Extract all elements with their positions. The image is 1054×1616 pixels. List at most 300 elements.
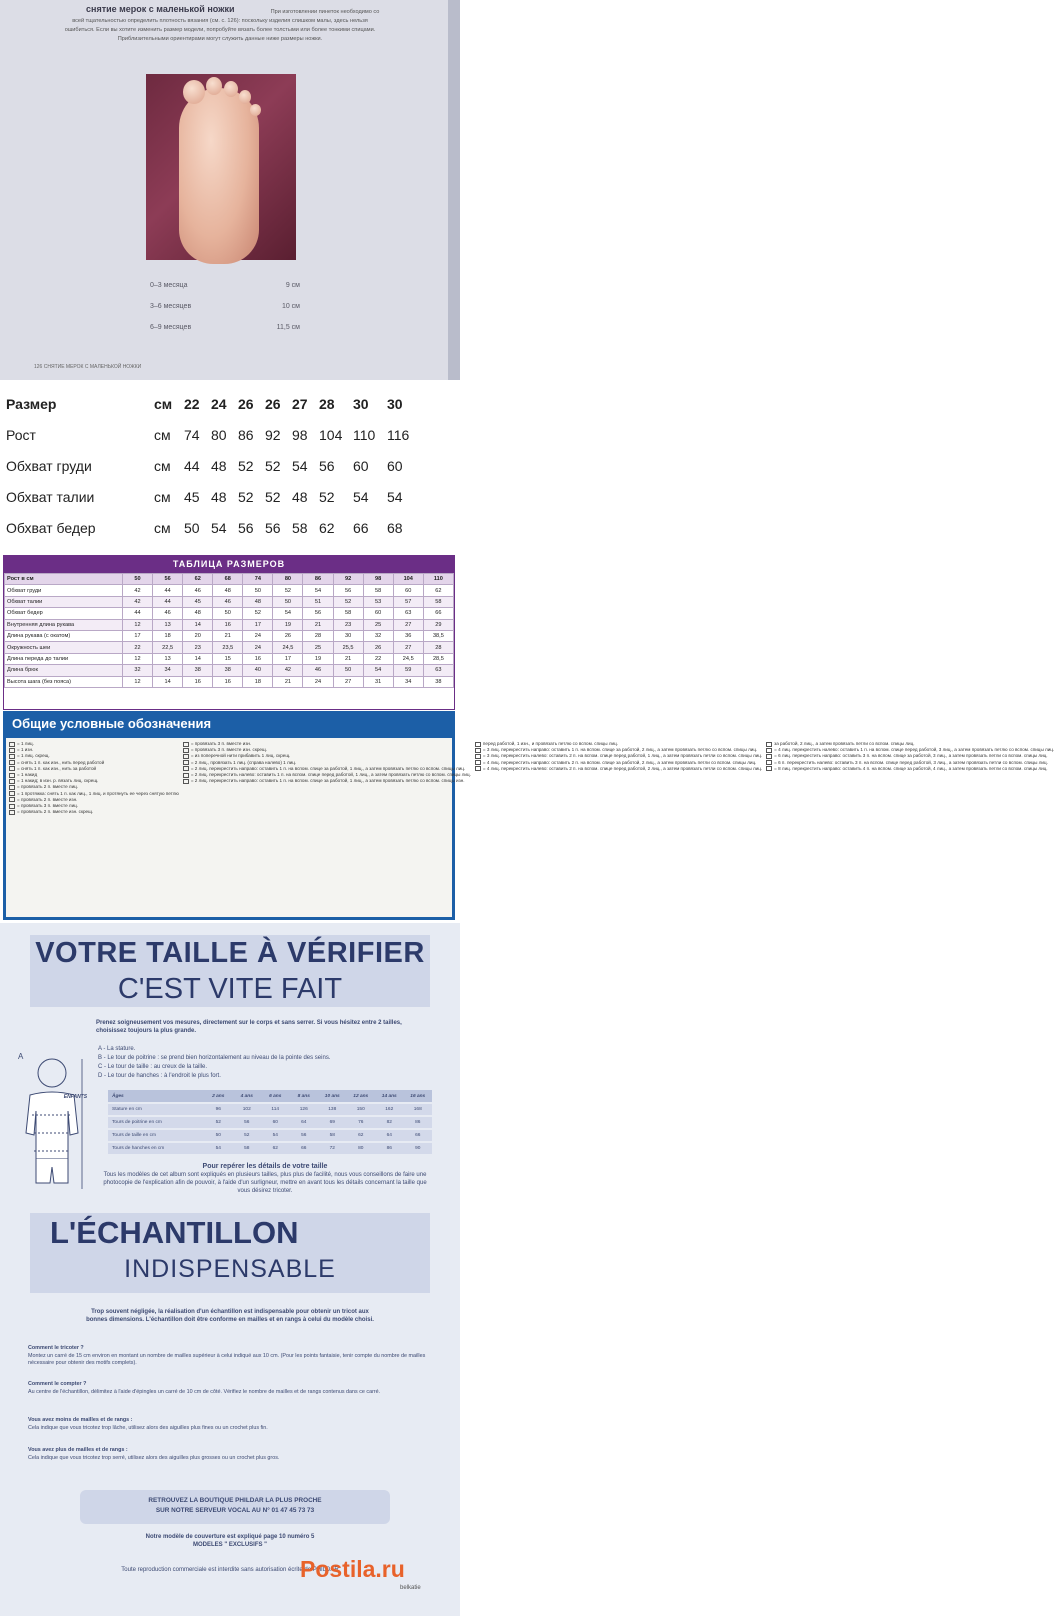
boutique-box [80, 1490, 390, 1524]
cell: 26 [363, 642, 393, 653]
toe [183, 80, 205, 104]
header-value: 30 [387, 395, 403, 412]
cell: 26 [273, 630, 303, 641]
foot-shape [179, 88, 259, 264]
table-row [5, 596, 454, 607]
cell: 50 [243, 585, 273, 596]
cell: 58 [423, 596, 453, 607]
legend-text: = провязать 3 п. вместе изн. скрещ. [190, 747, 267, 753]
question-block [28, 1447, 438, 1462]
cell: 20 [183, 630, 213, 641]
cell: 36 [393, 630, 423, 641]
legend-text: = 2 лиц., провязать 1 лиц. (справа налево) 1 лиц. [190, 759, 297, 765]
cell: 62 [423, 585, 453, 596]
row-label: Обхват груди [6, 457, 92, 474]
cell: 62 [347, 1129, 376, 1142]
stitch-symbol-icon [9, 785, 15, 790]
legend-text: = 4 лиц. перекрестить налево: оставить 2 п. на вспом. спице перед работой, 2 лиц., а затем провязать петли со вспом. спицы лиц. [482, 765, 763, 771]
legend-text: = 4 лиц. перекрестить направо: оставить 2 п. на вспом. спице за работой, 2 лиц., а затем провязать петли со вспом. спицы лиц. [482, 759, 757, 765]
cell: 14 ans [375, 1090, 404, 1103]
stitch-symbol-icon [9, 748, 15, 753]
legend-text: = снять 1 п. как изн., нить за работой [17, 765, 97, 771]
answer: Montez un carré de 15 cm environ en montant un nombre de mailles supérieur à celui indiqué aux 10 cm. (Pour les points fantaisie, tenir compte du nombre de mailles nécessaire pour obtenir des motifs complets). [28, 1352, 426, 1366]
cell: 66 [290, 1142, 319, 1155]
cell: 86 [375, 1142, 404, 1155]
question: Comment le tricoter ? [28, 1345, 84, 1351]
cell: 56 [333, 585, 363, 596]
cell: 6 ans [261, 1090, 290, 1103]
stitch-symbol-icon [183, 754, 189, 759]
cell: 12 ans [347, 1090, 376, 1103]
cell: 16 [183, 676, 213, 687]
french-table-header [108, 1090, 432, 1103]
question-block [28, 1381, 438, 1396]
legend-column [475, 741, 762, 914]
stitch-symbol-icon [9, 810, 15, 815]
cell: 56 [238, 519, 254, 536]
table-row [6, 481, 414, 512]
cell: 54 [273, 608, 303, 619]
child-figure [12, 1051, 92, 1201]
row-label: Рост [6, 426, 36, 443]
stitch-symbol-icon [9, 804, 15, 809]
cell: 110 [353, 426, 376, 443]
cell: 62 [261, 1142, 290, 1155]
cell: 17 [243, 619, 273, 630]
row-label: Длина рукава (с окатом) [5, 630, 123, 641]
cell: 92 [265, 426, 281, 443]
measure-legend [98, 1045, 418, 1081]
cell: 44 [123, 608, 153, 619]
cell: 58 [318, 1129, 347, 1142]
legend-text: = 1 изн. [17, 747, 34, 753]
legend-text: = 4 лиц. перекрестить налево: оставить 1 п. на вспом. спице перед работой, 3 лиц., а затем провязать петлю со вспом. спицы лиц. [774, 747, 1054, 753]
legend-text: = 6 п. перекрестить налево: оставить 3 п. на вспом. спице перед работой, 3 лиц., а затем провязать петли со вспом. спицы лиц. [774, 759, 1048, 765]
cell: 42 [273, 665, 303, 676]
cell: 57 [393, 596, 423, 607]
french-page [0, 923, 460, 1616]
row-unit: см [154, 519, 171, 536]
answer: Cela indique que vous tricotez trop serré, utilisez alors des aiguilles plus grosses ou un crochet plus gros. [28, 1454, 280, 1461]
cell: 21 [333, 653, 363, 664]
cell: 138 [318, 1103, 347, 1116]
cell: 38 [423, 676, 453, 687]
cell: 38 [183, 665, 213, 676]
cell: 27 [393, 642, 423, 653]
cell: 76 [347, 1116, 376, 1129]
table-row [5, 608, 454, 619]
cell: 24,5 [393, 653, 423, 664]
cell: 58 [292, 519, 308, 536]
cell: 60 [387, 457, 403, 474]
cell: 90 [404, 1142, 433, 1155]
cell: 45 [183, 596, 213, 607]
page-edge [448, 0, 460, 380]
toe [206, 77, 222, 95]
cell: 116 [387, 426, 410, 443]
cell: 54 [387, 488, 403, 505]
stitch-symbol-icon [9, 779, 15, 784]
table-row [5, 619, 454, 630]
cell: 22 [363, 653, 393, 664]
table-row [5, 630, 454, 641]
tip-text: Tous les modèles de cet album sont expliqués en plusieurs tailles, plus plus de facilité, nous vous conseillons de faire une photocopie de l'explication afin de pouvoir, à l'aide d'un surligneur, mettre en avant tous les détails concernant la taille que vous désirez tricoter. [103, 1172, 427, 1194]
foot-measurements [150, 282, 300, 345]
legend-entry [183, 778, 471, 784]
stitch-symbol-icon [475, 766, 481, 771]
cell: 58 [333, 608, 363, 619]
cell: 27 [333, 676, 363, 687]
table-row [5, 653, 454, 664]
tip-title: Pour repérer les détails de votre taille [202, 1163, 328, 1170]
cell: 38,5 [423, 630, 453, 641]
cell: 31 [363, 676, 393, 687]
age-label: 3–6 месяцев [150, 303, 192, 310]
cell: 68 [213, 574, 243, 585]
cell: 23 [183, 642, 213, 653]
legend-text: перед работой, 1 изн., и провязать петлю со вспом. спицы лиц. [482, 741, 618, 746]
cell: 8 ans [290, 1090, 319, 1103]
toe [239, 90, 251, 104]
cell: 114 [261, 1103, 290, 1116]
cell: 52 [319, 488, 335, 505]
legend-line: D - Le tour de hanches : à l'endroit le plus fort. [98, 1073, 221, 1079]
cell: 24,5 [273, 642, 303, 653]
cell: 4 ans [233, 1090, 262, 1103]
cell: 54 [204, 1142, 233, 1155]
cell: 52 [233, 1129, 262, 1142]
cell: 12 [123, 676, 153, 687]
stitch-symbol-icon [183, 742, 189, 747]
stitch-symbol-icon [475, 748, 481, 753]
cell: 64 [375, 1129, 404, 1142]
row-label: Stature en cm [108, 1103, 204, 1116]
cell: 28 [423, 642, 453, 653]
measurement-row [150, 303, 300, 324]
stitch-symbol-icon [475, 760, 481, 765]
table-row [6, 419, 414, 450]
legend-text: = 1 лиц. скрещ. [17, 753, 50, 759]
sample-lead: Trop souvent négligée, la réalisation d'un échantillon est indispensable pour obtenir un tricot aux bonnes dimensions. L'échantillon doit être conforme en mailles et en rangs à celui du modèle choisi. [86, 1309, 374, 1323]
cell: 162 [375, 1103, 404, 1116]
stitch-symbol-icon [475, 754, 481, 759]
size-table-2-grid [4, 573, 454, 688]
legend-text: = снять 1 п. как изн., нить перед работой [17, 759, 105, 765]
table-row [5, 642, 454, 653]
cell: 60 [393, 585, 423, 596]
stitch-symbol-icon [183, 779, 189, 784]
row-label: Обхват бедер [6, 519, 96, 536]
cell: 32 [363, 630, 393, 641]
cell: 66 [353, 519, 369, 536]
age-label: 6–9 месяцев [150, 324, 192, 331]
cell: 13 [153, 653, 183, 664]
header-unit: см [154, 395, 173, 412]
cell: 80 [347, 1142, 376, 1155]
cell: 42 [123, 596, 153, 607]
legend-text: = 3 лиц. перекрестить налево: оставить 2 п. на вспом. спице перед работой, 1 лиц., а затем провязать петли со вспом. спицы лиц. [482, 753, 763, 759]
table-row [5, 676, 454, 687]
legend-line: C - Le tour de taille : au creux de la taille. [98, 1064, 208, 1070]
foot-size: 10 см [281, 303, 300, 310]
size-table-header [6, 388, 414, 419]
stitch-symbol-icon [766, 748, 772, 753]
cell: 14 [183, 619, 213, 630]
page-footer: 126 СНЯТИЕ МЕРОК С МАЛЕНЬКОЙ НОЖКИ [34, 364, 142, 370]
stitch-symbol-icon [9, 797, 15, 802]
cell: 53 [363, 596, 393, 607]
row-label: Внутренняя длина рукава [5, 619, 123, 630]
stitch-symbol-icon [475, 742, 481, 747]
cell: 56 [153, 574, 183, 585]
cell: 18 [153, 630, 183, 641]
cell: 48 [183, 608, 213, 619]
cell: 60 [363, 608, 393, 619]
question-block [28, 1345, 438, 1368]
child-label-a: A [18, 1052, 24, 1061]
cell: 17 [123, 630, 153, 641]
cell: 48 [243, 596, 273, 607]
table-row [108, 1116, 432, 1129]
stitch-symbol-icon [183, 748, 189, 753]
cell: 12 [123, 619, 153, 630]
table-row [6, 512, 414, 543]
cover-note: Notre modèle de couverture est expliqué page 10 numéro 5 MODELES " EXCLUSIFS " [145, 1534, 315, 1548]
cell: 52 [265, 488, 281, 505]
legend-text: = 1 лиц. [17, 741, 34, 746]
cell: 56 [319, 457, 335, 474]
table-row [108, 1129, 432, 1142]
cell: 66 [423, 608, 453, 619]
cell: 34 [153, 665, 183, 676]
row-label: Обхват груди [5, 585, 123, 596]
question: Vous avez plus de mailles et de rangs : [28, 1447, 128, 1453]
legend-body [6, 738, 1054, 917]
stitch-symbol-icon [766, 742, 772, 747]
cell: 19 [273, 619, 303, 630]
cell: 60 [261, 1116, 290, 1129]
header-value: 26 [265, 395, 281, 412]
cell: 28 [303, 630, 333, 641]
cell: 2 ans [204, 1090, 233, 1103]
cell: 80 [273, 574, 303, 585]
cell: 14 [153, 676, 183, 687]
cell: 24 [243, 642, 273, 653]
stitch-symbol-icon [183, 766, 189, 771]
cell: 150 [347, 1103, 376, 1116]
cell: 46 [213, 596, 243, 607]
table-row [5, 585, 454, 596]
cell: 59 [393, 665, 423, 676]
stitch-symbol-icon [9, 754, 15, 759]
legend-entry [475, 766, 762, 772]
stitch-symbol-icon [9, 773, 15, 778]
cell: 50 [123, 574, 153, 585]
baby-page-title: снятие мерок с маленькой ножки [86, 4, 235, 14]
cell: 52 [238, 488, 254, 505]
cell: 45 [184, 488, 200, 505]
enfants-label: ENFANTS [63, 1093, 88, 1100]
cell: 102 [233, 1103, 262, 1116]
header-value: 27 [292, 395, 308, 412]
cell: 16 [213, 619, 243, 630]
stitch-symbol-icon [9, 760, 15, 765]
stitch-symbol-icon [766, 754, 772, 759]
legend-text: = провязать 2 п. вместе изн. [17, 796, 78, 802]
cell: 29 [423, 619, 453, 630]
legend-text: = 6 лиц. перекрестить направо: оставить 3 п. на вспом. спице за работой, 3 лиц., а затем провязать петли со вспом. спицы лиц. [774, 753, 1048, 759]
cell: 27 [393, 619, 423, 630]
row-label: Обхват талии [6, 488, 95, 505]
legend-text: = 2 лиц. перекрестить налево: оставить 1 п. на вспом. спице перед работой, 1 лиц., а затем провязать петлю со вспом. спицы лиц. [190, 772, 471, 778]
row-label: Tours de poitrine en cm [108, 1116, 204, 1129]
cell: 24 [243, 630, 273, 641]
cell: 98 [363, 574, 393, 585]
cell: 54 [211, 519, 227, 536]
cell: 44 [184, 457, 200, 474]
question: Vous avez moins de mailles et de rangs : [28, 1417, 133, 1423]
cell: 56 [290, 1129, 319, 1142]
cell: 50 [333, 665, 363, 676]
row-label: Обхват бедер [5, 608, 123, 619]
french-size-table [63, 1090, 432, 1156]
cell: 126 [290, 1103, 319, 1116]
heading-sample: L'ÉCHANTILLON [50, 1215, 299, 1250]
legend-text: = 3 лиц. перекрестить направо: оставить 1 п. на вспом. спице за работой, 2 лиц., а затем провязать петлю со вспом. спицы лиц. [482, 747, 758, 753]
legend-entry [9, 809, 179, 815]
header-value: 22 [184, 395, 200, 412]
row-label: Âges ENFANTS [108, 1090, 204, 1103]
legend-section [3, 711, 1054, 920]
cell: 62 [183, 574, 213, 585]
cell: 168 [404, 1103, 433, 1116]
cell: 17 [273, 653, 303, 664]
cell: 74 [184, 426, 200, 443]
cell: 74 [243, 574, 273, 585]
header-value: 30 [353, 395, 369, 412]
cell: 56 [233, 1116, 262, 1129]
age-label: 0–3 месяца [150, 282, 188, 289]
cell: 52 [273, 585, 303, 596]
legend-text: = 1 накид; в изн. р. вязать лиц. скрещ. [17, 778, 99, 784]
cell: 48 [211, 488, 227, 505]
cell: 52 [243, 608, 273, 619]
cell: 72 [318, 1142, 347, 1155]
baby-page-intro: При изготовлении пинеток необходимо со всей тщательностью определить плотность вязания (см. с. 126): поскольку изделия слишком малы, здесь нельзя ошибиться. Если вы хотите изменить размер модели, попробуйте вязать более толстыми или более тонкими спицами. Приблизительными ориентирами могут служить данные ниже размеры ножки. [64, 9, 380, 42]
cell: 54 [292, 457, 308, 474]
toe [250, 104, 261, 116]
row-unit: см [154, 457, 171, 474]
cell: 24 [303, 676, 333, 687]
cell: 54 [261, 1129, 290, 1142]
boutique-text: RETROUVEZ LA BOUTIQUE PHILDAR LA PLUS PROCHE SUR NOTRE SERVEUR VOCAL AU N° 01 47 45 73 73 [148, 1497, 322, 1514]
stitch-symbol-icon [9, 791, 15, 796]
cell: 98 [292, 426, 308, 443]
cell: 46 [183, 585, 213, 596]
row-unit: см [154, 488, 171, 505]
legend-text: = провязать 3 п. вместе лиц. [17, 803, 79, 809]
header-value: 24 [211, 395, 227, 412]
row-label: Обхват талии [5, 596, 123, 607]
cell: 54 [303, 585, 333, 596]
cell: 69 [318, 1116, 347, 1129]
cell: 56 [265, 519, 281, 536]
cell: 54 [363, 665, 393, 676]
size-table [6, 388, 414, 543]
stitch-symbol-icon [766, 766, 772, 771]
cell: 46 [303, 665, 333, 676]
heading-quick: C'EST VITE FAIT [117, 973, 343, 1005]
cell: 62 [319, 519, 335, 536]
cell: 48 [211, 457, 227, 474]
cell: 92 [333, 574, 363, 585]
answer: Au centre de l'échantillon, délimitez à l'aide d'épingles un carré de 10 cm de côté. Vérifiez le nombre de mailles et de rangs contenus dans ce carré. [28, 1388, 381, 1395]
legend-text: = из поперечной нити прибавить 1 лиц. скрещ. [190, 753, 291, 759]
stitch-symbol-icon [766, 760, 772, 765]
row-label: Рост в см [5, 574, 123, 585]
legend-text: = 1 накид [17, 772, 38, 778]
cell: 22,5 [153, 642, 183, 653]
cell: 80 [211, 426, 227, 443]
cell: 86 [238, 426, 254, 443]
size-table-2-title: ТАБЛИЦА РАЗМЕРОВ [4, 556, 454, 573]
legend-column [9, 741, 179, 914]
measurement-row [150, 282, 300, 303]
question-block [28, 1417, 438, 1432]
answer: Cela indique que vous tricotez trop lâche, utilisez alors des aiguilles plus fines ou un crochet plus fin. [28, 1424, 268, 1431]
table-row [6, 450, 414, 481]
legend-line: A - La stature. [98, 1046, 136, 1052]
cell: 86 [303, 574, 333, 585]
row-label: Длина брюк [5, 665, 123, 676]
cell: 48 [213, 585, 243, 596]
row-label: Высота шага (без пояса) [5, 676, 123, 687]
legend-text: = провязать 2 п. вместе лиц. [17, 784, 79, 790]
row-label: Длина переда до талии [5, 653, 123, 664]
cell: 63 [393, 608, 423, 619]
measure-lead: Prenez soigneusement vos mesures, directement sur le corps et sans serrer. Si vous hésitez entre 2 tailles, choisissez toujours la plus grande. [96, 1020, 402, 1034]
cell: 44 [153, 596, 183, 607]
legend-text: за работой, 2 лиц., а затем провязать петли со вспом. спицы лиц. [774, 741, 915, 746]
cell: 16 [213, 676, 243, 687]
cell: 82 [375, 1116, 404, 1129]
table-row [108, 1103, 432, 1116]
cell: 104 [319, 426, 343, 443]
table-row [5, 665, 454, 676]
cell: 51 [303, 596, 333, 607]
cell: 23 [333, 619, 363, 630]
cell: 21 [273, 676, 303, 687]
cell: 50 [273, 596, 303, 607]
cell: 52 [265, 457, 281, 474]
cell: 16 [243, 653, 273, 664]
watermark: Postila.ru [300, 1556, 405, 1582]
legend-text: = провязать 3 п. вместе изн. [190, 741, 252, 746]
cell: 50 [184, 519, 200, 536]
cell: 104 [393, 574, 423, 585]
cell: 14 [183, 653, 213, 664]
cell: 58 [233, 1142, 262, 1155]
heading-indispensable: INDISPENSABLE [124, 1255, 336, 1283]
size-table-section [0, 384, 460, 550]
cell: 46 [153, 608, 183, 619]
cell: 25 [303, 642, 333, 653]
stitch-symbol-icon [183, 773, 189, 778]
cell: 22 [123, 642, 153, 653]
cell: 50 [204, 1129, 233, 1142]
legend-text: = 8 лиц. перекрестить направо: оставить 4 п. на вспом. спице за работой, 4 лиц., а затем провязать петли со вспом. спицы лиц. [774, 765, 1048, 771]
heading-size-check: VOTRE TAILLE À VÉRIFIER [35, 937, 425, 969]
